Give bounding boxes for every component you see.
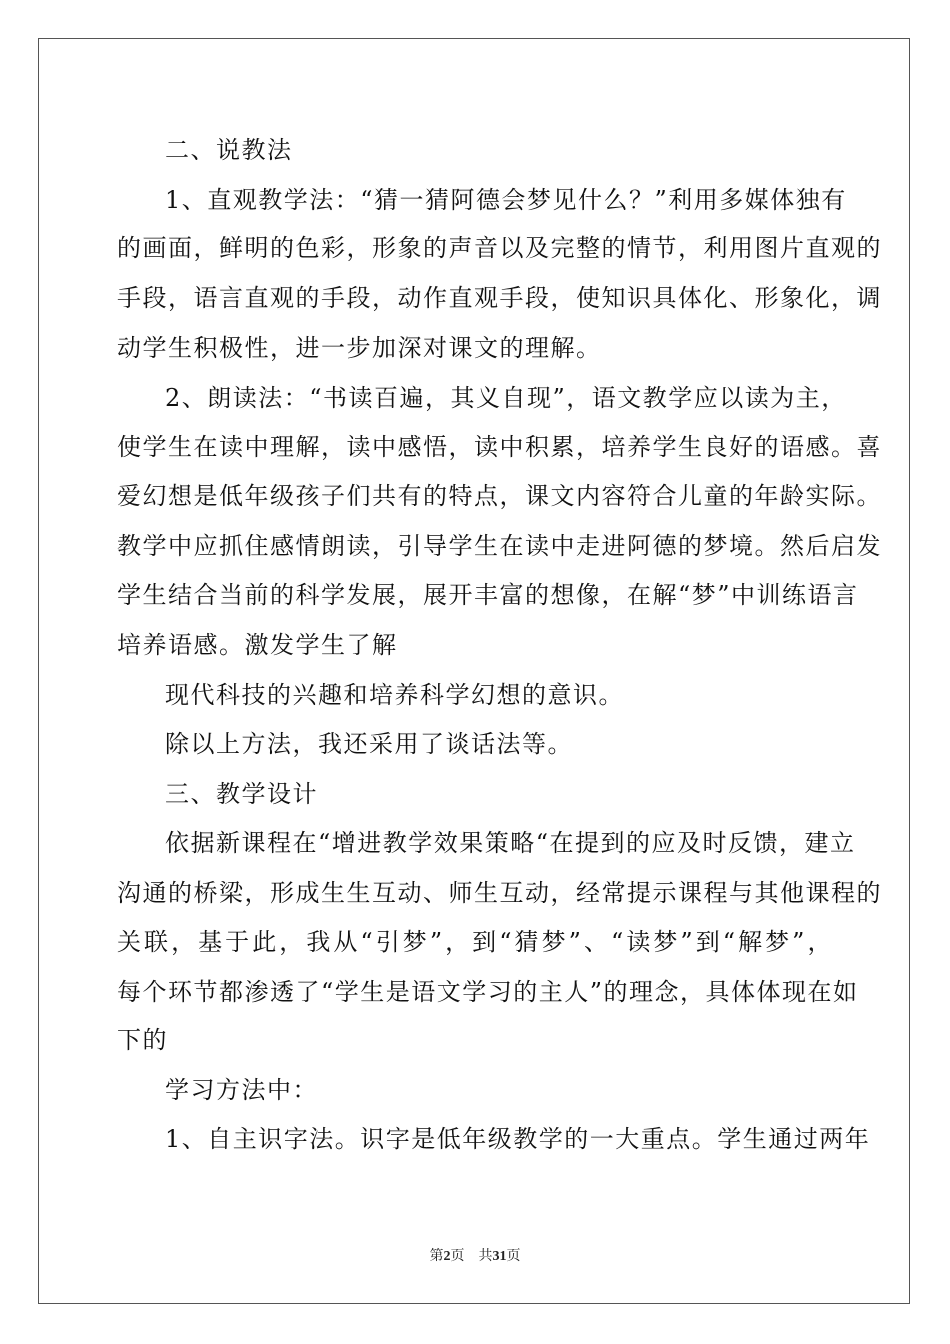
section-heading-teaching-methods: 二、说教法 (165, 136, 293, 164)
paragraph-line: 手段，语言直观的手段，动作直观手段，使知识具体化、形象化，调 (117, 284, 882, 312)
paragraph-line: 动学生积极性，进一步加深对课文的理解。 (117, 334, 602, 362)
paragraph-line: 爱幻想是低年级孩子们共有的特点，课文内容符合儿童的年龄实际。 (117, 482, 882, 510)
paragraph-line: 关联，基于此，我从“引梦”，到“猜梦”、“读梦”到“解梦”， (117, 928, 833, 956)
paragraph-line: 培养语感。激发学生了解 (117, 631, 398, 659)
paragraph-line: 教学中应抓住感情朗读，引导学生在读中走进阿德的梦境。然后启发 (117, 532, 882, 560)
paragraph-line: 2、朗读法：“书读百遍，其义自现”，语文教学应以读为主， (165, 384, 847, 412)
paragraph-line: 每个环节都渗透了“学生是语文学习的主人”的理念，具体体现在如 (117, 978, 859, 1006)
paragraph-line: 下的 (117, 1026, 168, 1054)
footer-mid: 页 共 (450, 1249, 493, 1264)
paragraph-line: 沟通的桥梁，形成生生互动、师生互动，经常提示课程与其他课程的 (117, 879, 882, 907)
paragraph-line: 1、直观教学法：“猜一猜阿德会梦见什么？”利用多媒体独有 (165, 186, 847, 214)
paragraph-line: 依据新课程在“增进教学效果策略“在提到的应及时反馈，建立 (165, 829, 856, 857)
paragraph-line: 学习方法中： (165, 1076, 318, 1104)
paragraph-line: 现代科技的兴趣和培养科学幻想的意识。 (165, 681, 624, 709)
paragraph-line: 的画面，鲜明的色彩，形象的声音以及完整的情节，利用图片直观的 (117, 234, 882, 262)
paragraph-line: 学生结合当前的科学发展，展开丰富的想像，在解“梦”中训练语言 (117, 581, 859, 609)
footer-prefix: 第 (429, 1249, 444, 1264)
section-heading-teaching-design: 三、教学设计 (165, 780, 318, 808)
current-page-number: 2 (443, 1249, 451, 1264)
paragraph-line: 除以上方法，我还采用了谈话法等。 (165, 730, 573, 758)
paragraph-line: 1、自主识字法。识字是低年级教学的一大重点。学生通过两年 (165, 1125, 871, 1153)
page-border (38, 38, 910, 1304)
paragraph-line: 使学生在读中理解，读中感悟，读中积累，培养学生良好的语感。喜 (117, 433, 882, 461)
total-page-count: 31 (492, 1249, 507, 1264)
footer-suffix: 页 (506, 1249, 521, 1264)
page-footer (0, 1245, 950, 1265)
